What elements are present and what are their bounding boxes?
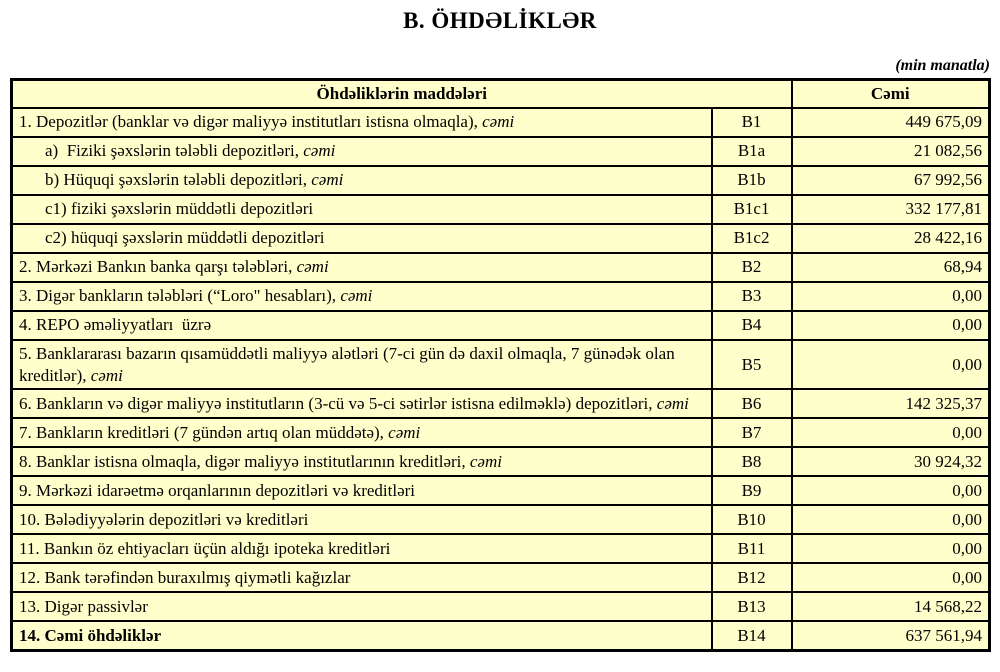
- row-item-label-cell: [12, 389, 712, 418]
- row-item-label: 13. Digər passivlər: [19, 596, 148, 616]
- row-code: B9: [712, 476, 792, 505]
- table-row: [12, 340, 990, 390]
- row-item-label: b) Hüquqi şəxslərin tələbli depozitləri,: [45, 170, 312, 190]
- row-item-label-cell: [12, 137, 712, 166]
- row-item-label-italic: cəmi: [469, 451, 502, 471]
- row-item-label-cell: [12, 282, 712, 311]
- row-item-label: 8. Banklar istisna olmaqla, digər maliyyə institutlarının kreditləri,: [19, 451, 470, 471]
- row-code: B6: [712, 389, 792, 418]
- row-item-label-cell: [12, 505, 712, 534]
- table-row: [12, 282, 990, 311]
- row-code: B1a: [712, 137, 792, 166]
- table-row: [12, 108, 990, 137]
- row-code: B1: [712, 108, 792, 137]
- table-row: [12, 224, 990, 253]
- row-value: 332 177,81: [792, 195, 990, 224]
- row-item-label-italic: cəmi: [303, 141, 336, 161]
- row-code: B2: [712, 253, 792, 282]
- table-row: [12, 621, 990, 650]
- row-code: B13: [712, 592, 792, 621]
- row-code: B5: [712, 340, 792, 390]
- row-item-label: c1) fiziki şəxslərin müddətli depozitləri: [45, 199, 314, 219]
- row-item-label-cell: [12, 563, 712, 592]
- row-code: B3: [712, 282, 792, 311]
- row-item-label: 14. Cəmi öhdəliklər: [19, 625, 162, 645]
- table-row: [12, 447, 990, 476]
- row-item-label: 1. Depozitlər (banklar və digər maliyyə institutları istisna olmaqla),: [19, 112, 483, 132]
- row-item-label-cell: [12, 195, 712, 224]
- row-value: 0,00: [792, 563, 990, 592]
- row-value: 14 568,22: [792, 592, 990, 621]
- row-item-label: 3. Digər bankların tələbləri (“Loro" hesabları),: [19, 286, 341, 306]
- row-code: B7: [712, 418, 792, 447]
- row-code: B14: [712, 621, 792, 650]
- row-value: 0,00: [792, 476, 990, 505]
- row-value: 142 325,37: [792, 389, 990, 418]
- row-item-label-cell: [12, 166, 712, 195]
- table-row: [12, 137, 990, 166]
- table-row: [12, 592, 990, 621]
- table-row: [12, 418, 990, 447]
- row-code: B1b: [712, 166, 792, 195]
- table-row: [12, 166, 990, 195]
- row-code: B1c1: [712, 195, 792, 224]
- row-item-label: a) Fiziki şəxslərin tələbli depozitləri,: [45, 141, 304, 161]
- row-value: 0,00: [792, 534, 990, 563]
- table-row: [12, 253, 990, 282]
- table-row: [12, 505, 990, 534]
- row-item-label-cell: [12, 418, 712, 447]
- row-item-label: 11. Bankın öz ehtiyacları üçün aldığı ipoteka kreditləri: [19, 538, 391, 558]
- row-item-label: c2) hüquqi şəxslərin müddətli depozitləri: [45, 228, 325, 248]
- row-item-label-cell: [12, 311, 712, 340]
- row-item-label-italic: cəmi: [340, 286, 373, 306]
- row-code: B1c2: [712, 224, 792, 253]
- currency-unit-note: (min manatla): [895, 57, 990, 74]
- row-item-label-italic: cəmi: [296, 257, 329, 277]
- table-row: [12, 389, 990, 418]
- row-item-label-italic: cəmi: [482, 112, 515, 132]
- row-value: 0,00: [792, 311, 990, 340]
- row-value: 30 924,32: [792, 447, 990, 476]
- row-item-label-cell: [12, 447, 712, 476]
- table-row: [12, 195, 990, 224]
- row-item-label: 12. Bank tərəfindən buraxılmış qiymətli kağızlar: [19, 567, 351, 587]
- row-value: 21 082,56: [792, 137, 990, 166]
- row-item-label-italic: cəmi: [656, 393, 689, 413]
- table-row: [12, 534, 990, 563]
- row-value: 0,00: [792, 282, 990, 311]
- row-item-label: 2. Mərkəzi Bankın banka qarşı tələbləri,: [19, 257, 297, 277]
- row-item-label-italic: cəmi: [311, 170, 344, 190]
- row-item-label: 5. Banklararası bazarın qısamüddətli maliyyə alətləri (7-ci gün də daxil olmaqla, 7 günədək olan kreditlər),: [19, 343, 679, 385]
- row-value: 67 992,56: [792, 166, 990, 195]
- row-code: B10: [712, 505, 792, 534]
- row-value: 0,00: [792, 505, 990, 534]
- row-item-label-cell: [12, 224, 712, 253]
- table-row: [12, 311, 990, 340]
- row-item-label-cell: [12, 108, 712, 137]
- row-value: 28 422,16: [792, 224, 990, 253]
- row-item-label: 4. REPO əməliyyatları üzrə: [19, 315, 212, 335]
- column-header-items: Öhdəliklərin maddələri: [12, 80, 792, 108]
- row-item-label-italic: cəmi: [90, 365, 123, 385]
- row-item-label-cell: [12, 340, 712, 390]
- row-item-label-cell: [12, 476, 712, 505]
- row-item-label: 9. Mərkəzi idarəetmə orqanlarının depozitləri və kreditləri: [19, 480, 416, 500]
- row-code: B12: [712, 563, 792, 592]
- row-code: B11: [712, 534, 792, 563]
- row-value: 0,00: [792, 418, 990, 447]
- row-item-label-cell: [12, 621, 712, 650]
- column-header-total: Cəmi: [792, 80, 990, 108]
- row-value: 0,00: [792, 340, 990, 390]
- row-item-label-italic: cəmi: [388, 422, 421, 442]
- row-value: 68,94: [792, 253, 990, 282]
- row-code: B8: [712, 447, 792, 476]
- row-item-label: 10. Bələdiyyələrin depozitləri və kreditləri: [19, 509, 309, 529]
- page-title: B. ÖHDƏLİKLƏR: [403, 8, 597, 33]
- row-code: B4: [712, 311, 792, 340]
- table-body: [12, 108, 990, 651]
- row-value: 637 561,94: [792, 621, 990, 650]
- row-item-label-cell: [12, 592, 712, 621]
- row-item-label-cell: [12, 534, 712, 563]
- row-item-label: 6. Bankların və digər maliyyə institutların (3-cü və 5-ci sətirlər istisna edilməklə) depozitləri,: [19, 393, 657, 413]
- row-item-label: 7. Bankların kreditləri (7 gündən artıq olan müddətə),: [19, 422, 389, 442]
- row-item-label-cell: [12, 253, 712, 282]
- table-header-row: [12, 80, 990, 108]
- table-row: [12, 476, 990, 505]
- row-value: 449 675,09: [792, 108, 990, 137]
- liabilities-table: [10, 78, 991, 652]
- table-row: [12, 563, 990, 592]
